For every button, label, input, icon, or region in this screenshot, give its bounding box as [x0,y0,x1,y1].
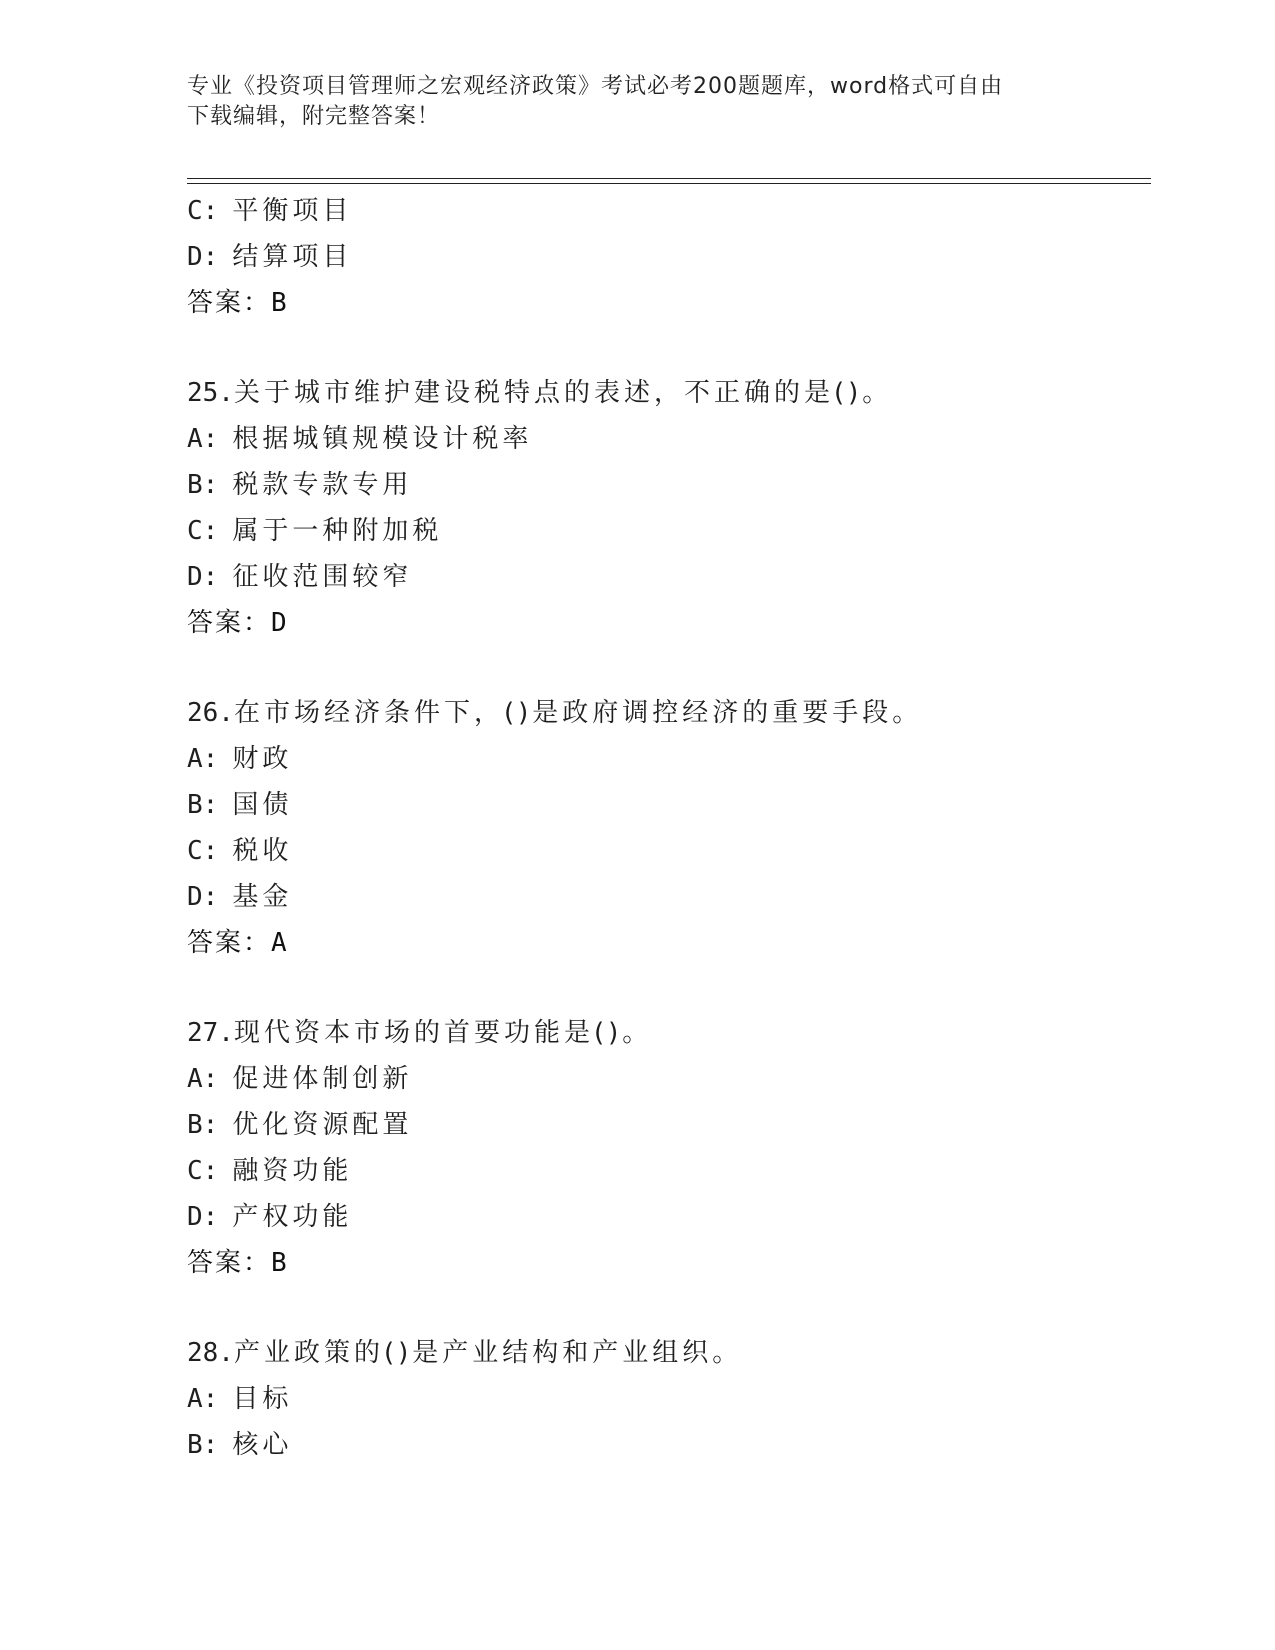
option-a [187,1376,1137,1422]
option-b [187,782,1137,828]
answer-label: 答案： [187,928,272,958]
question-list [187,188,1137,1468]
answer-value: D [271,608,289,638]
answer-line [187,280,1137,326]
option-key: C: [187,196,219,226]
option-key: D: [187,242,219,272]
question-number: 25. [187,378,234,408]
option-key: D: [187,562,219,592]
question-gap [187,966,1137,1010]
option-key: D: [187,882,219,912]
option-text: 优化资源配置 [232,1110,413,1140]
answer-line [187,600,1137,646]
option-text: 根据城镇规模设计税率 [232,424,533,454]
question-text: 现代资本市场的首要功能是()。 [233,1018,653,1048]
option-key: B: [187,470,219,500]
option-text: 基金 [232,882,293,912]
option-d [187,234,1137,280]
option-text: 融资功能 [232,1156,353,1186]
option-b [187,462,1137,508]
option-d [187,554,1137,600]
option-a [187,1056,1137,1102]
option-b [187,1422,1137,1468]
option-b [187,1102,1137,1148]
option-a [187,736,1137,782]
option-text: 核心 [232,1430,293,1460]
question-number: 27. [187,1018,234,1048]
question-number: 26. [187,698,234,728]
document-header [187,72,1067,132]
option-key: B: [187,1430,219,1460]
question-gap [187,646,1137,690]
option-key: A: [187,1064,219,1094]
header-line-1: 专业《投资项目管理师之宏观经济政策》考试必考200题题库，word格式可自由 [187,74,1004,99]
option-text: 国债 [232,790,293,820]
question-stem [187,1010,1137,1056]
option-text: 产权功能 [232,1202,353,1232]
question-text: 在市场经济条件下，()是政府调控经济的重要手段。 [233,698,923,728]
question-gap [187,326,1137,370]
option-c [187,188,1137,234]
option-key: B: [187,790,219,820]
question-number: 28. [187,1338,234,1368]
answer-line [187,1240,1137,1286]
question-stem [187,690,1137,736]
option-text: 促进体制创新 [232,1064,413,1094]
answer-value: B [271,1248,289,1278]
answer-label: 答案： [187,608,272,638]
answer-label: 答案： [187,1248,272,1278]
option-text: 目标 [232,1384,293,1414]
option-text: 结算项目 [232,242,353,272]
option-text: 财政 [232,744,293,774]
answer-value: A [271,928,289,958]
question-gap [187,1286,1137,1330]
option-text: 属于一种附加税 [232,516,443,546]
answer-line [187,920,1137,966]
option-text: 税款专款专用 [232,470,413,500]
option-c [187,1148,1137,1194]
option-key: C: [187,1156,219,1186]
option-key: A: [187,744,219,774]
option-key: A: [187,424,219,454]
option-text: 税收 [232,836,293,866]
question-stem [187,370,1137,416]
header-line-2: 下载编辑，附完整答案！ [187,104,441,129]
question-stem [187,1330,1137,1376]
header-rule-bottom [187,183,1151,184]
option-text: 征收范围较窄 [232,562,413,592]
option-key: B: [187,1110,219,1140]
option-key: C: [187,516,219,546]
option-key: D: [187,1202,219,1232]
answer-value: B [271,288,289,318]
option-key: C: [187,836,219,866]
option-c [187,508,1137,554]
header-rule-top [187,178,1151,179]
answer-label: 答案： [187,288,272,318]
option-d [187,874,1137,920]
option-d [187,1194,1137,1240]
option-a [187,416,1137,462]
question-text: 关于城市维护建设税特点的表述，不正确的是()。 [233,378,893,408]
option-key: A: [187,1384,219,1414]
option-text: 平衡项目 [232,196,353,226]
question-text: 产业政策的()是产业结构和产业组织。 [233,1338,743,1368]
option-c [187,828,1137,874]
